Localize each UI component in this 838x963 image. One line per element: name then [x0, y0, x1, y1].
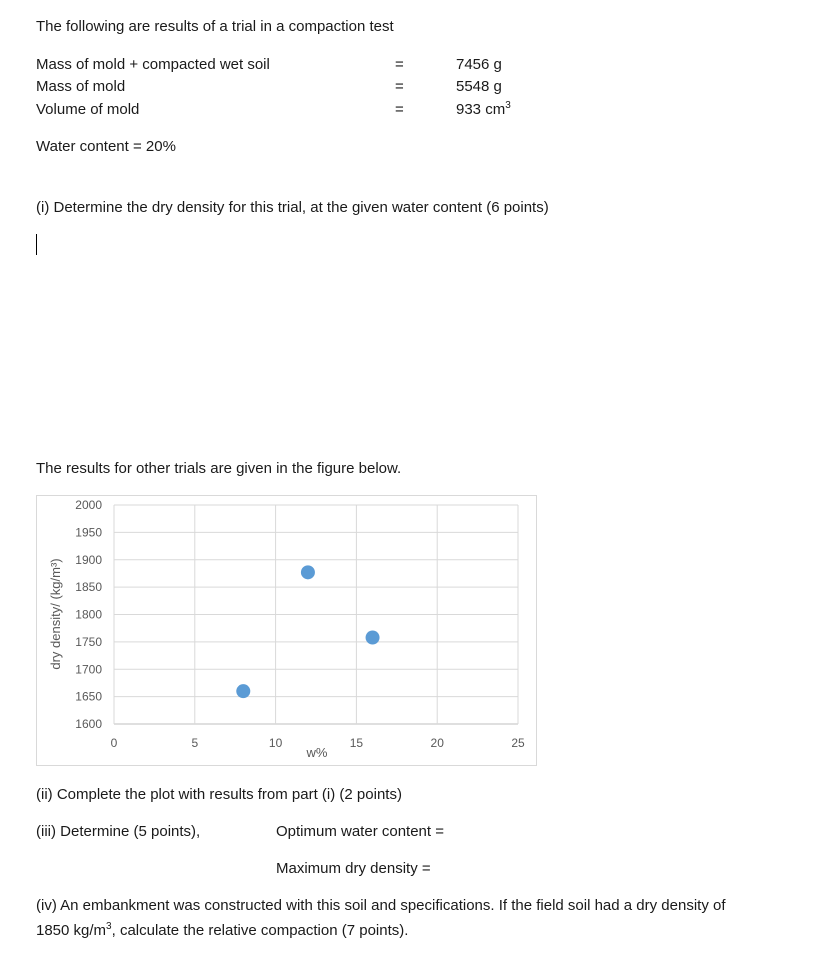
data-point-3 — [366, 630, 380, 644]
given-label-2: Mass of mold — [36, 78, 126, 95]
y-axis-label: dry density/ (kg/m³) — [48, 558, 63, 670]
maximum-dry-density: Maximum dry density = — [276, 860, 431, 877]
x-tick-label-5: 5 — [191, 736, 199, 750]
question-2: (ii) Complete the plot with results from part (i) (2 points) — [36, 786, 402, 803]
given-label-1: Mass of mold + compacted wet soil — [36, 56, 270, 73]
x-tick-label-10: 10 — [268, 736, 283, 750]
y-tick-label-1600: 1600 — [75, 717, 102, 731]
chart-ticks — [75, 498, 525, 750]
x-axis-label: w% — [306, 745, 328, 760]
question-4-line-2: 1850 $kg/m^3$, calculate the relative compaction (7 points). — [36, 921, 409, 939]
scatter-chart — [36, 495, 537, 766]
optimum-water-content: Optimum water content = — [276, 823, 444, 840]
y-tick-label-1650: 1650 — [75, 689, 102, 704]
question-1: (i) Determine the dry density for this trial, at the given water content (6 points) — [36, 199, 549, 216]
given-eq-2: = — [395, 78, 404, 95]
x-tick-label-25: 25 — [511, 736, 525, 750]
water-content: Water content = 20% — [36, 138, 176, 155]
y-tick-label-1900: 1900 — [75, 552, 102, 567]
y-tick-label-1850: 1850 — [75, 580, 102, 595]
y-tick-label-1800: 1800 — [75, 607, 102, 622]
y-tick-label-1700: 1700 — [75, 662, 102, 677]
chart-points — [236, 565, 379, 698]
chart-grid — [114, 505, 518, 724]
given-label-3: Volume of mold — [36, 101, 140, 118]
y-tick-label-1950: 1950 — [75, 525, 102, 540]
given-eq-1: = — [395, 56, 404, 73]
question-3-label: (iii) Determine (5 points), — [36, 823, 201, 840]
given-value-1: 7456 g — [456, 56, 502, 73]
given-eq-3: = — [395, 101, 404, 118]
figure-intro: The results for other trials are given in the figure below. — [36, 460, 402, 477]
x-tick-label-15: 15 — [349, 736, 364, 750]
question-4-line-1: (iv) An embankment was constructed with this soil and specifications. If the field soil had a dry density of — [36, 897, 726, 914]
intro-text: The following are results of a trial in a compaction test — [36, 18, 394, 35]
x-tick-label-20: 20 — [430, 736, 444, 750]
x-tick-label-0: 0 — [110, 736, 118, 750]
given-value-2: 5548 g — [456, 78, 502, 95]
data-point-1 — [236, 684, 250, 698]
y-tick-label-1750: 1750 — [75, 634, 102, 649]
text-cursor[interactable] — [36, 234, 37, 255]
given-value-3: 933 $cm^3$ — [456, 100, 511, 118]
y-tick-label-2000: 2000 — [75, 498, 102, 512]
data-point-2 — [301, 565, 315, 579]
